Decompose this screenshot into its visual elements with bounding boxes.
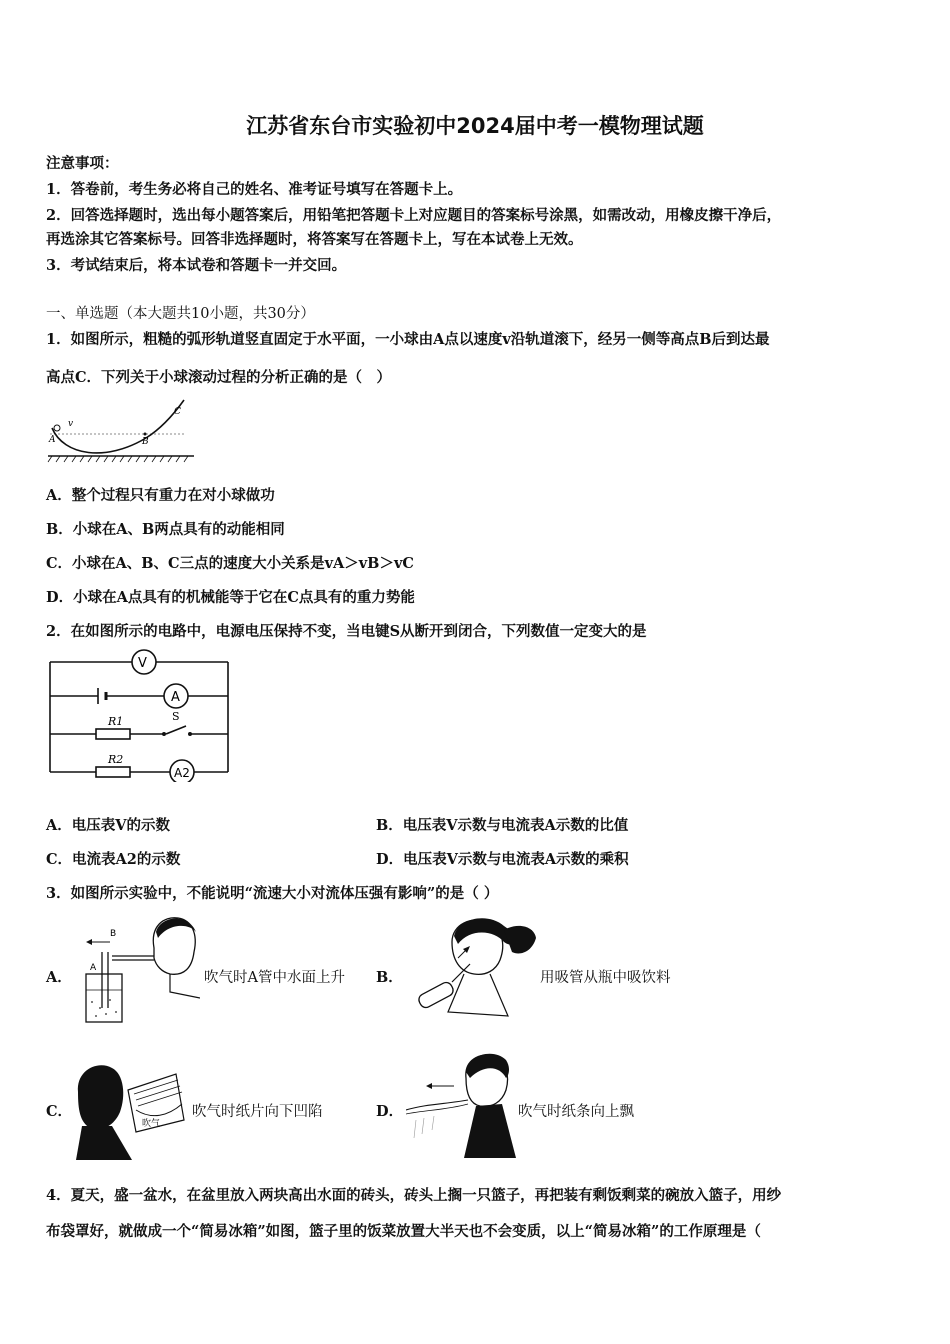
q3-option-d-text[interactable]: 吹气时纸条向上飘 (518, 1104, 634, 1120)
exam-title: 江苏省东台市实验初中2024届中考一模物理试题 (246, 114, 704, 138)
q1-stem-line1: 1．如图所示，粗糙的弧形轨道竖直固定于水平面，一小球由A点以速度v沿轨道滚下，经另一侧等高点B后到达最 (46, 331, 770, 348)
q2-circuit-figure (46, 648, 236, 782)
q1-label-v: v (68, 419, 74, 429)
q1-option-b[interactable]: B．小球在A、B两点具有的动能相同 (46, 521, 285, 538)
q1-option-c[interactable]: C．小球在A、B、C三点的速度大小关系是vA＞vB＞vC (46, 555, 414, 572)
q3-figure-d (406, 1048, 518, 1162)
notice-item-1: 1．答卷前，考生务必将自己的姓名、准考证号填写在答题卡上。 (46, 181, 463, 198)
q2-option-c[interactable]: C．电流表A2的示数 (46, 851, 181, 868)
q1-label-c: C (174, 407, 181, 417)
q3-figure-b (408, 912, 540, 1028)
q2-voltmeter-label: V (138, 656, 147, 671)
q1-label-b: B (142, 437, 149, 447)
q4-stem-line1: 4．夏天，盛一盆水，在盆里放入两块高出水面的砖头，砖头上搁一只篮子，再把装有剩饭剩菜的碗放入篮子，用纱 (46, 1187, 782, 1204)
q2-switch-label: S (172, 710, 180, 723)
q2-option-b[interactable]: B．电压表V示数与电流表A示数的比值 (376, 817, 629, 834)
q2-ammeter2-label: A2 (174, 766, 190, 780)
q2-option-d[interactable]: D．电压表V示数与电流表A示数的乘积 (376, 851, 629, 868)
q1-label-a: A (49, 435, 56, 445)
q3-option-c-label[interactable]: C． (46, 1103, 73, 1120)
notice-item-2-cont: 再选涂其它答案标号。回答非选择题时，将答案写在答题卡上，写在本试卷上无效。 (46, 231, 583, 248)
section-heading: 一、单选题（本大题共10小题，共30分） (46, 306, 315, 322)
q3-option-a-label[interactable]: A． (46, 969, 72, 986)
q3-option-d-label[interactable]: D． (376, 1103, 404, 1120)
q3-a-label-a: A (90, 963, 97, 973)
q2-r2-label: R2 (108, 753, 124, 766)
q3-c-label-blow: 吹气 (142, 1119, 161, 1129)
q4-stem-line2: 布袋罩好，就做成一个“简易冰箱”如图，篮子里的饭菜放置大半天也不会变质，以上“简易冰箱”的工作原理是（ (46, 1223, 761, 1240)
q3-option-c-text[interactable]: 吹气时纸片向下凹陷 (192, 1104, 323, 1120)
q3-figure-a (74, 912, 200, 1028)
q1-stem-line2: 高点C．下列关于小球滚动过程的分析正确的是（ ） (46, 369, 392, 386)
q2-stem: 2．在如图所示的电路中，电源电压保持不变，当电键S从断开到闭合，下列数值一定变大的是 (46, 623, 647, 640)
q2-option-a[interactable]: A．电压表V的示数 (46, 817, 170, 834)
q1-track-figure (46, 396, 196, 464)
notice-heading: 注意事项： (46, 155, 119, 172)
q3-option-b-label[interactable]: B． (376, 969, 403, 986)
q3-figure-c (72, 1060, 190, 1162)
q2-ammeter-label: A (171, 690, 180, 705)
q3-stem: 3．如图所示实验中，不能说明“流速大小对流体压强有影响”的是（ ） (46, 885, 499, 902)
notice-item-2: 2．回答选择题时，选出每小题答案后，用铅笔把答题卡上对应题目的答案标号涂黑，如需改动，用橡皮擦干净后， (46, 207, 782, 224)
notice-item-3: 3．考试结束后，将本试卷和答题卡一并交回。 (46, 257, 347, 274)
q3-option-a-text[interactable]: 吹气时A管中水面上升 (204, 970, 345, 986)
q3-a-label-b: B (110, 929, 117, 939)
q2-r1-label: R1 (108, 715, 124, 728)
q3-option-b-text[interactable]: 用吸管从瓶中吸饮料 (540, 970, 671, 986)
q1-option-d[interactable]: D．小球在A点具有的机械能等于它在C点具有的重力势能 (46, 589, 415, 606)
q1-option-a[interactable]: A．整个过程只有重力在对小球做功 (46, 487, 275, 504)
